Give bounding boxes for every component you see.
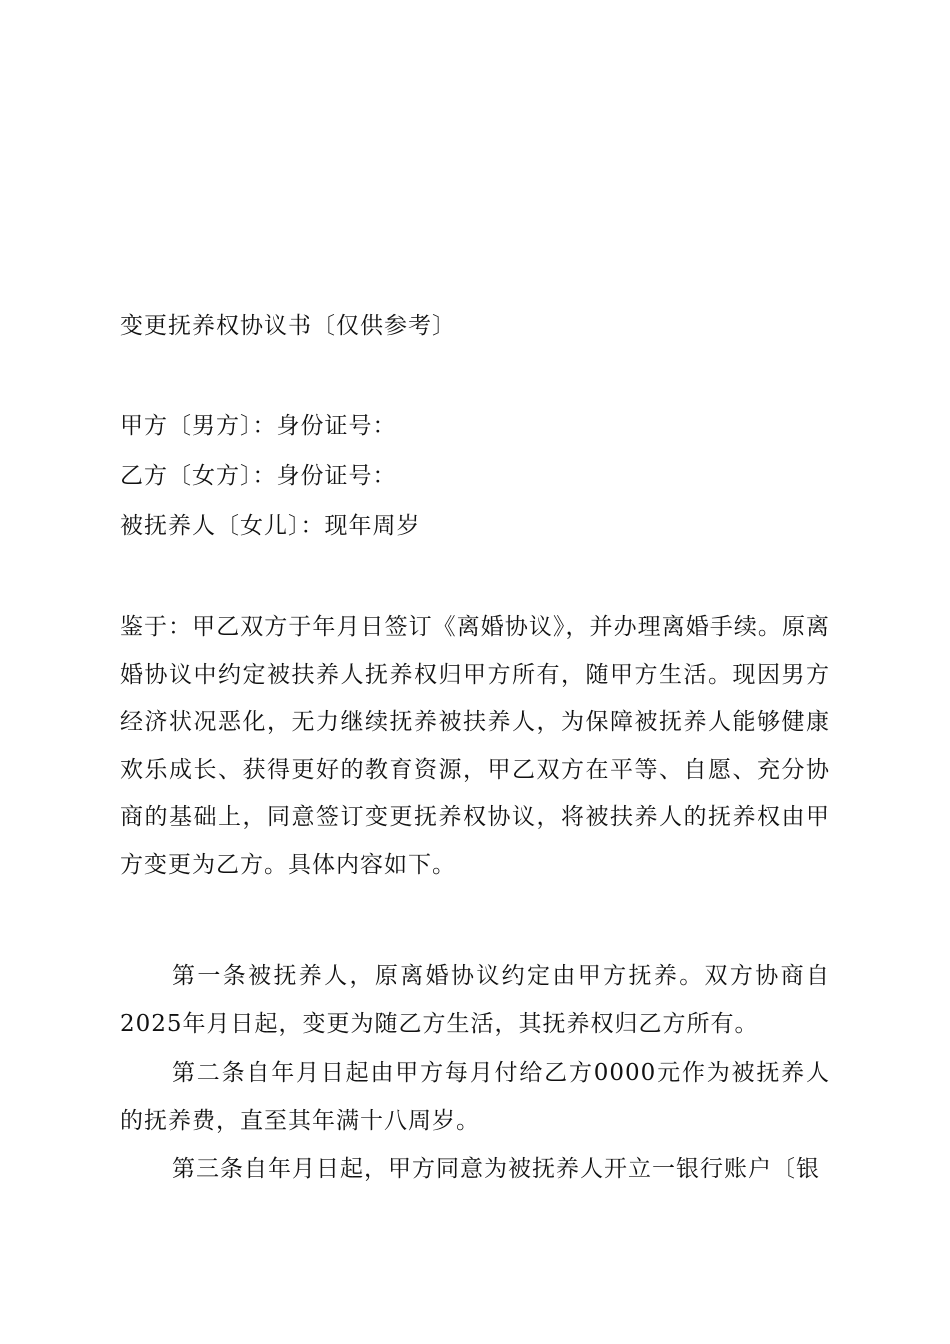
child-line: 被抚养人〔女儿〕：现年周岁 xyxy=(120,513,421,539)
article-1: 第一条被抚养人，原离婚协议约定由甲方抚养。双方协商自2025年月日起，变更为随乙方生活，其抚养权归乙方所有。 xyxy=(120,963,830,1037)
document-title: 变更抚养权协议书〔仅供参考〕 xyxy=(120,313,456,339)
article-2: 第二条自年月日起由甲方每月付给乙方0000元作为被抚养人的抚养费，直至其年满十八周岁。 xyxy=(120,1060,830,1134)
article-3: 第三条自年月日起，甲方同意为被抚养人开立一银行账户〔银 xyxy=(172,1156,820,1182)
preamble-paragraph: 鉴于：甲乙双方于年月日签订《离婚协议》，并办理离婚手续。原离婚协议中约定被扶养人抚养权归甲方所有，随甲方生活。现因男方经济状况恶化，无力继续抚养被扶养人，为保障被抚养人能够健康欢乐成长、获得更好的教育资源，甲乙双方在平等、自愿、充分协商的基础上，同意签订变更抚养权协议，将被扶养人的抚养权由甲方变更为乙方。具体内容如下。 xyxy=(120,614,830,878)
party-a-line: 甲方〔男方〕：身份证号： xyxy=(120,413,397,439)
party-b-line: 乙方〔女方〕：身份证号： xyxy=(120,463,397,489)
